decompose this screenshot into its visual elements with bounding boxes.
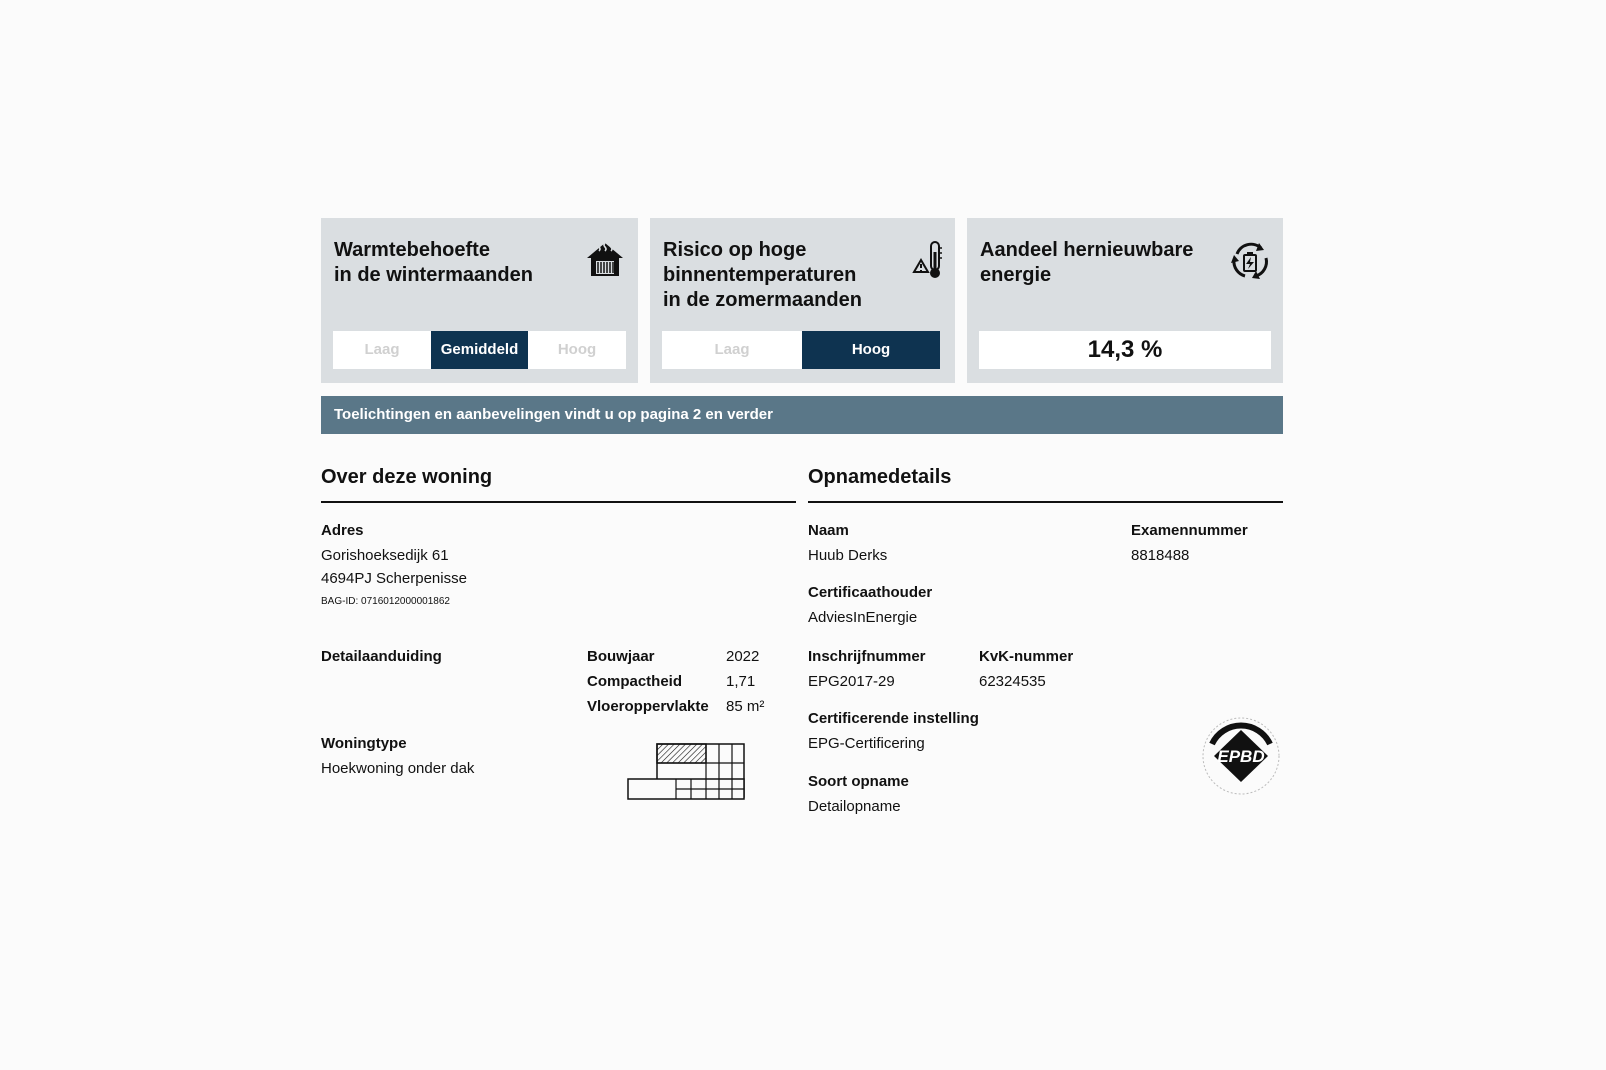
details-section-divider [808, 501, 1283, 503]
card-heat-demand [321, 218, 638, 383]
card-renewable-share [967, 218, 1283, 383]
epbd-seal-text: EPBD [1217, 747, 1265, 766]
heat-scale-medium: Gemiddeld [431, 331, 528, 369]
detail-label: Detailaanduiding [321, 648, 442, 665]
examennummer-value: 8818488 [1131, 547, 1190, 564]
naam-value: Huub Derks [808, 547, 888, 564]
house-type-diagram-icon [626, 741, 748, 803]
compactheid-value: 1,71 [726, 673, 756, 690]
address-line2: 4694PJ Scherpenisse [321, 570, 467, 587]
explanation-banner: Toelichtingen en aanbevelingen vindt u op pagina 2 en verder [321, 396, 1283, 434]
compactheid-label: Compactheid [587, 673, 683, 690]
overheat-scale [662, 331, 940, 369]
card-overheat-title: Risico op hoge binnentemperaturen in de zomermaanden [663, 239, 862, 311]
examennummer-label: Examennummer [1131, 522, 1248, 539]
card-renewable-title: Aandeel hernieuwbare energie [980, 239, 1194, 286]
heat-scale-high: Hoog [557, 341, 597, 358]
kvk-label: KvK-nummer [979, 648, 1074, 665]
epbd-seal-icon [1200, 714, 1282, 798]
overheat-scale-high: Hoog [802, 331, 940, 369]
address-line1: Gorishoeksedijk 61 [321, 547, 449, 564]
certificerende-instelling-label: Certificerende instelling [808, 710, 979, 727]
soort-opname-label: Soort opname [808, 773, 909, 790]
bouwjaar-value: 2022 [726, 648, 760, 665]
renewable-share-value: 14,3 % [979, 331, 1271, 369]
thermometer-warning-icon [912, 240, 944, 280]
certificaathouder-value: AdviesInEnergie [808, 609, 918, 626]
woningtype-label: Woningtype [321, 735, 407, 752]
house-heating-icon [585, 240, 625, 278]
naam-label: Naam [808, 522, 849, 539]
heat-scale [333, 331, 626, 369]
certificerende-instelling-value: EPG-Certificering [808, 735, 925, 752]
vloeroppervlakte-label: Vloeroppervlakte [587, 698, 709, 715]
heat-scale-low: Laag [364, 341, 400, 358]
overheat-scale-low: Laag [714, 341, 750, 358]
card-heat-title: Warmtebehoefte in de wintermaanden [334, 239, 533, 286]
soort-opname-value: Detailopname [808, 798, 901, 815]
energy-label-page [321, 218, 1283, 815]
inschrijfnummer-label: Inschrijfnummer [808, 648, 926, 665]
home-section-title: Over deze woning [321, 466, 493, 488]
bouwjaar-label: Bouwjaar [587, 648, 655, 665]
details-section-title: Opnamedetails [808, 466, 952, 488]
bag-id: BAG-ID: 0716012000001862 [321, 596, 450, 607]
card-overheat-risk [650, 218, 955, 383]
inschrijfnummer-value: EPG2017-29 [808, 673, 895, 690]
woningtype-value: Hoekwoning onder dak [321, 760, 475, 777]
address-label: Adres [321, 522, 364, 539]
certificaathouder-label: Certificaathouder [808, 584, 933, 601]
home-section-divider [321, 501, 796, 503]
renewable-energy-icon [1229, 240, 1271, 282]
vloeroppervlakte-value: 85 m² [726, 698, 765, 715]
indicator-cards [321, 218, 1283, 383]
kvk-value: 62324535 [979, 673, 1046, 690]
